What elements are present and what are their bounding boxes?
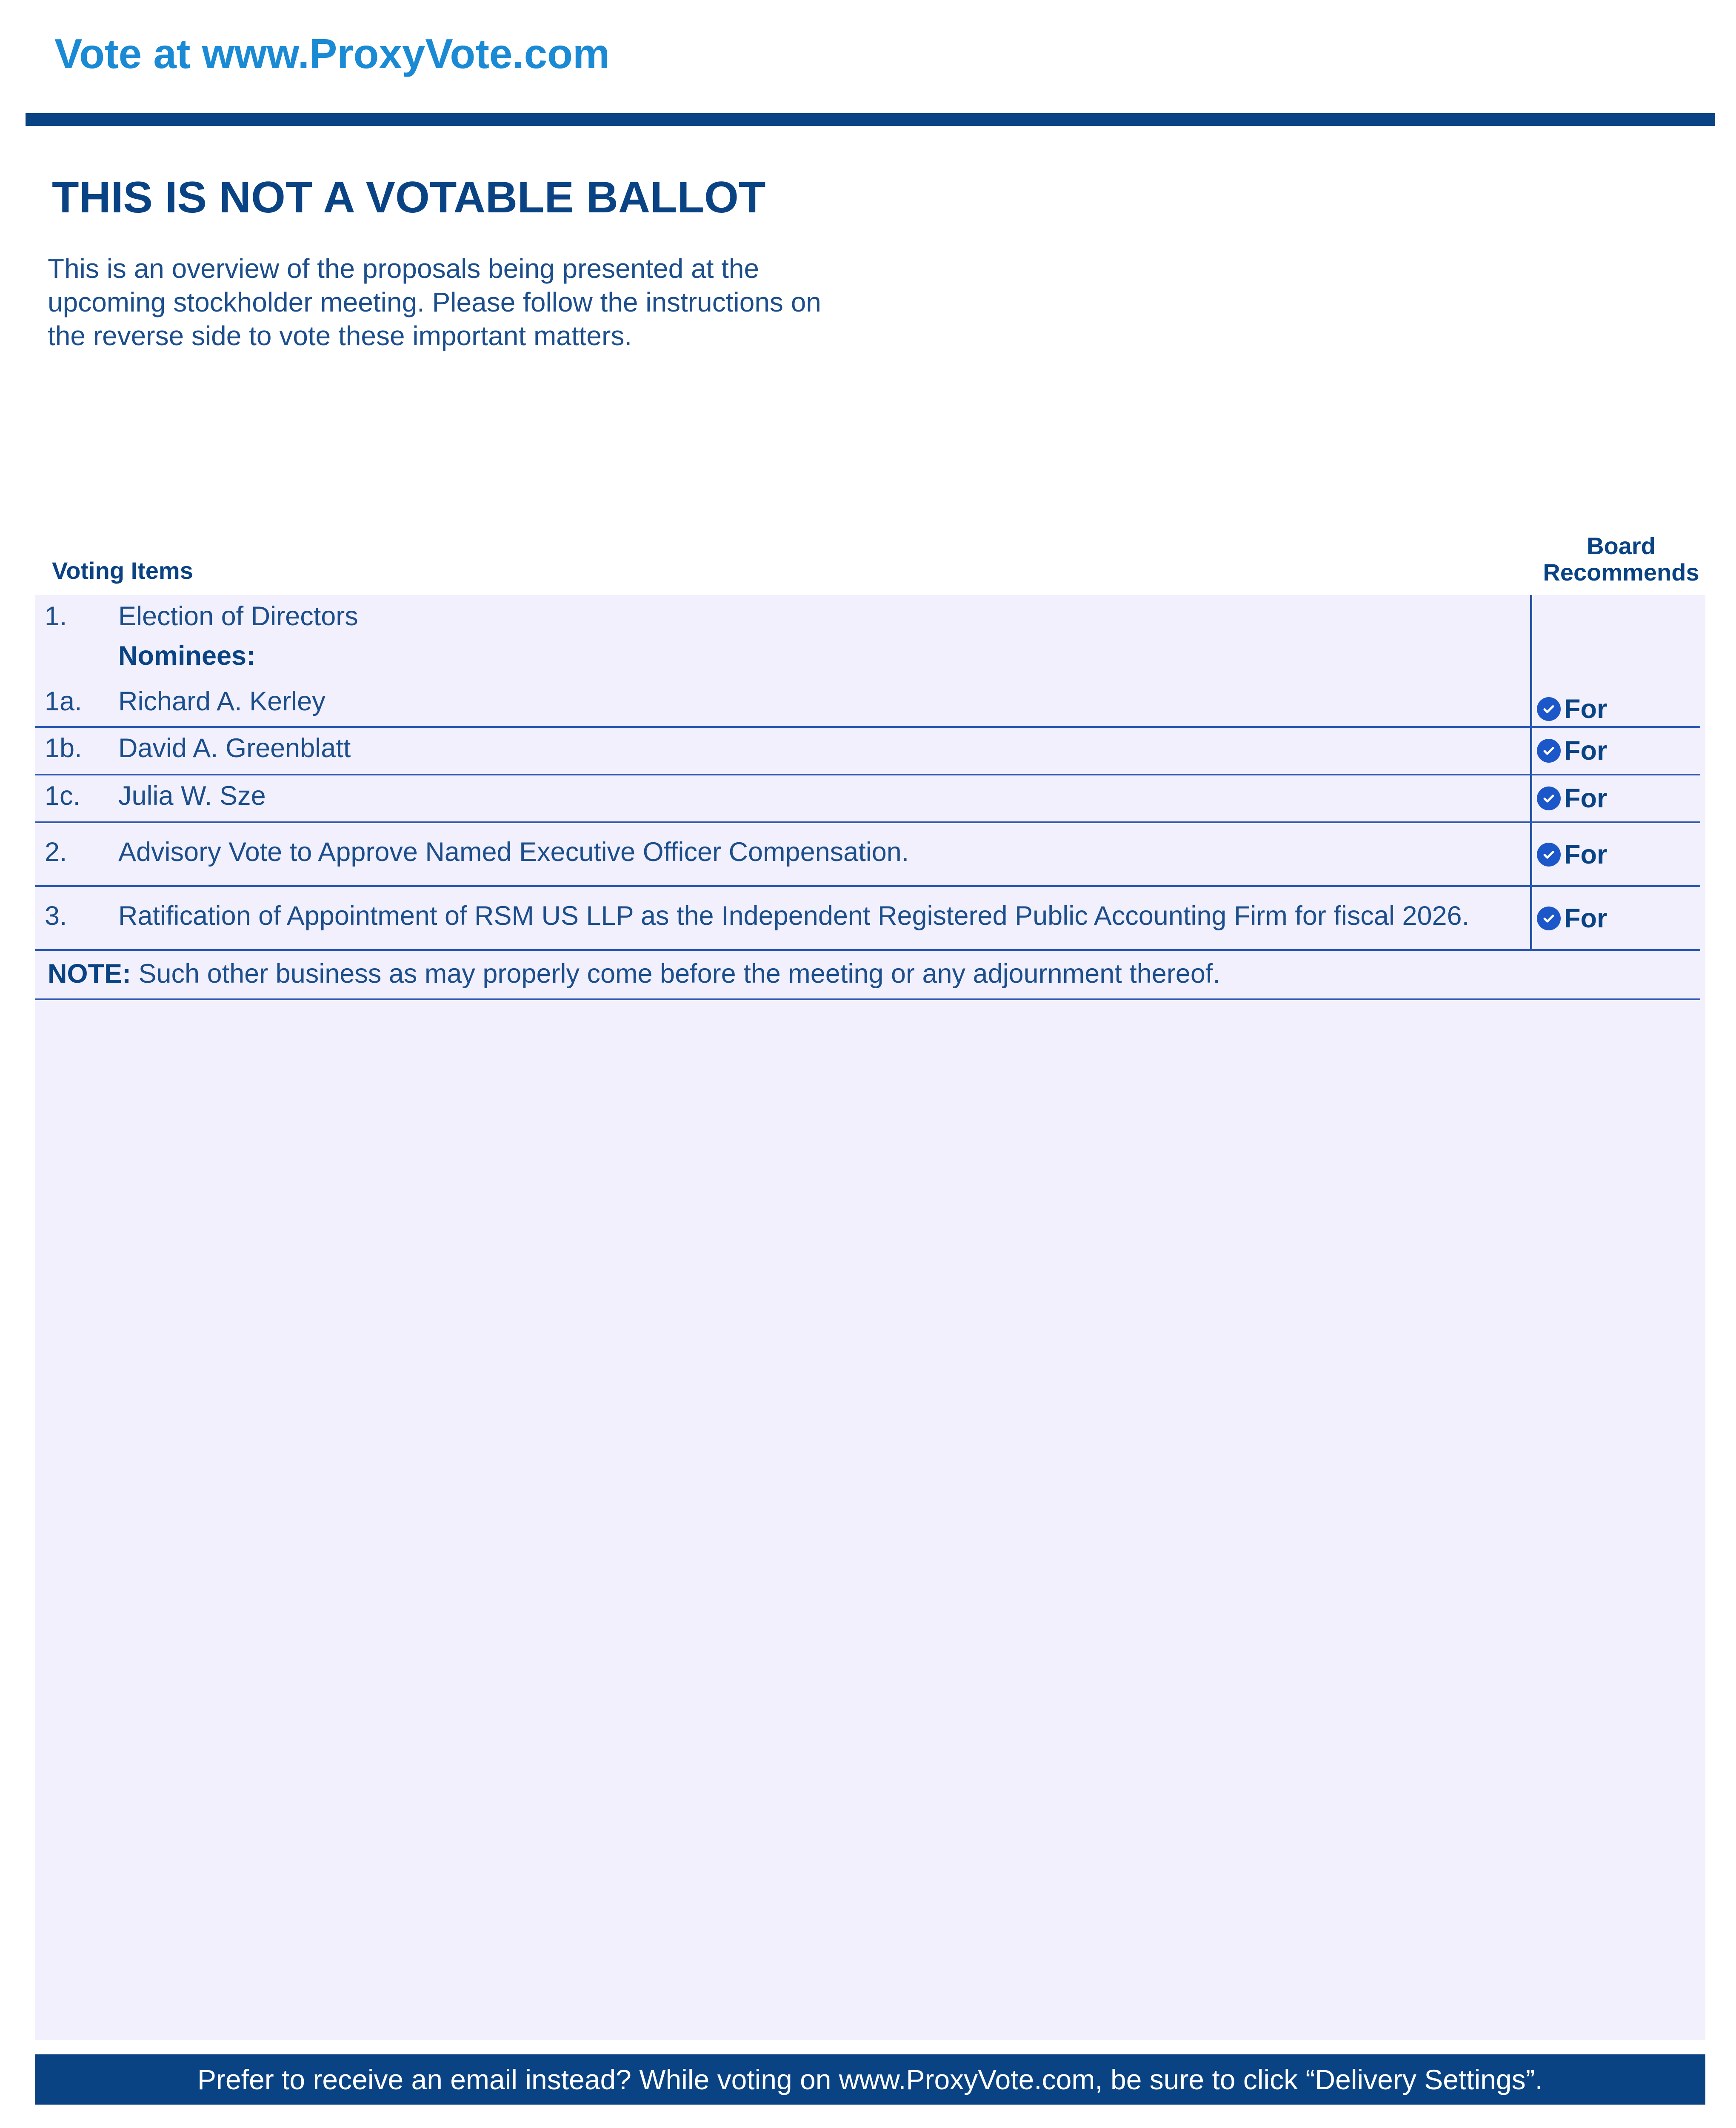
checkmark-icon — [1537, 787, 1561, 810]
row-divider — [35, 821, 1700, 823]
item-number: 1a. — [45, 686, 82, 716]
note — [48, 958, 1220, 989]
board-recommendation — [1537, 783, 1607, 814]
item-text: Election of Directors — [118, 601, 358, 631]
recommendation-label: For — [1564, 736, 1608, 766]
item-text: Richard A. Kerley — [118, 686, 326, 716]
row-divider — [35, 774, 1700, 775]
checkmark-icon — [1537, 697, 1561, 721]
voting-panel — [35, 595, 1705, 2040]
recommendation-label: For — [1564, 840, 1608, 870]
item-number: 3. — [45, 901, 67, 931]
board-recommends-header: Board Recommends — [1543, 532, 1699, 586]
footer-banner: Prefer to receive an email instead? While voting on www.ProxyVote.com, be sure to click “Delivery Settings”. — [35, 2054, 1705, 2105]
item-text: Julia W. Sze — [118, 781, 266, 811]
column-divider — [1530, 595, 1532, 950]
board-recommendation — [1537, 735, 1607, 766]
item-number: 2. — [45, 837, 67, 867]
row-divider — [35, 726, 1700, 728]
note-text: Such other business as may properly come before the meeting or any adjournment thereof. — [131, 959, 1220, 989]
intro-text: This is an overview of the proposals being presented at the upcoming stockholder meeting. Please follow the instructions on the reverse side to vote these important matters. — [48, 253, 821, 351]
checkmark-icon — [1537, 907, 1561, 930]
site-title: Vote at www.ProxyVote.com — [54, 30, 610, 77]
row-divider — [35, 998, 1700, 1000]
item-text: Ratification of Appointment of RSM US LLP as the Independent Registered Public Accounting Firm for fiscal 2026. — [118, 901, 1470, 931]
board-recommendation — [1537, 903, 1607, 934]
checkmark-icon — [1537, 739, 1561, 763]
item-text: David A. Greenblatt — [118, 733, 351, 763]
note-label: NOTE: — [48, 959, 131, 989]
row-divider — [35, 885, 1700, 887]
recommendation-label: For — [1564, 694, 1608, 724]
nominees-label: Nominees: — [118, 641, 256, 671]
item-number: 1c. — [45, 781, 81, 811]
notice-title: THIS IS NOT A VOTABLE BALLOT — [52, 173, 766, 222]
recommendation-label: For — [1564, 904, 1608, 933]
checkmark-icon — [1537, 843, 1561, 867]
board-recommendation — [1537, 839, 1607, 870]
board-recommendation — [1537, 694, 1607, 724]
row-divider — [35, 949, 1700, 951]
item-text: Advisory Vote to Approve Named Executive Officer Compensation. — [118, 837, 909, 867]
item-number: 1. — [45, 601, 67, 631]
voting-items-header: Voting Items — [52, 557, 193, 584]
item-number: 1b. — [45, 733, 82, 763]
recommendation-label: For — [1564, 784, 1608, 813]
header-rule — [26, 113, 1715, 126]
